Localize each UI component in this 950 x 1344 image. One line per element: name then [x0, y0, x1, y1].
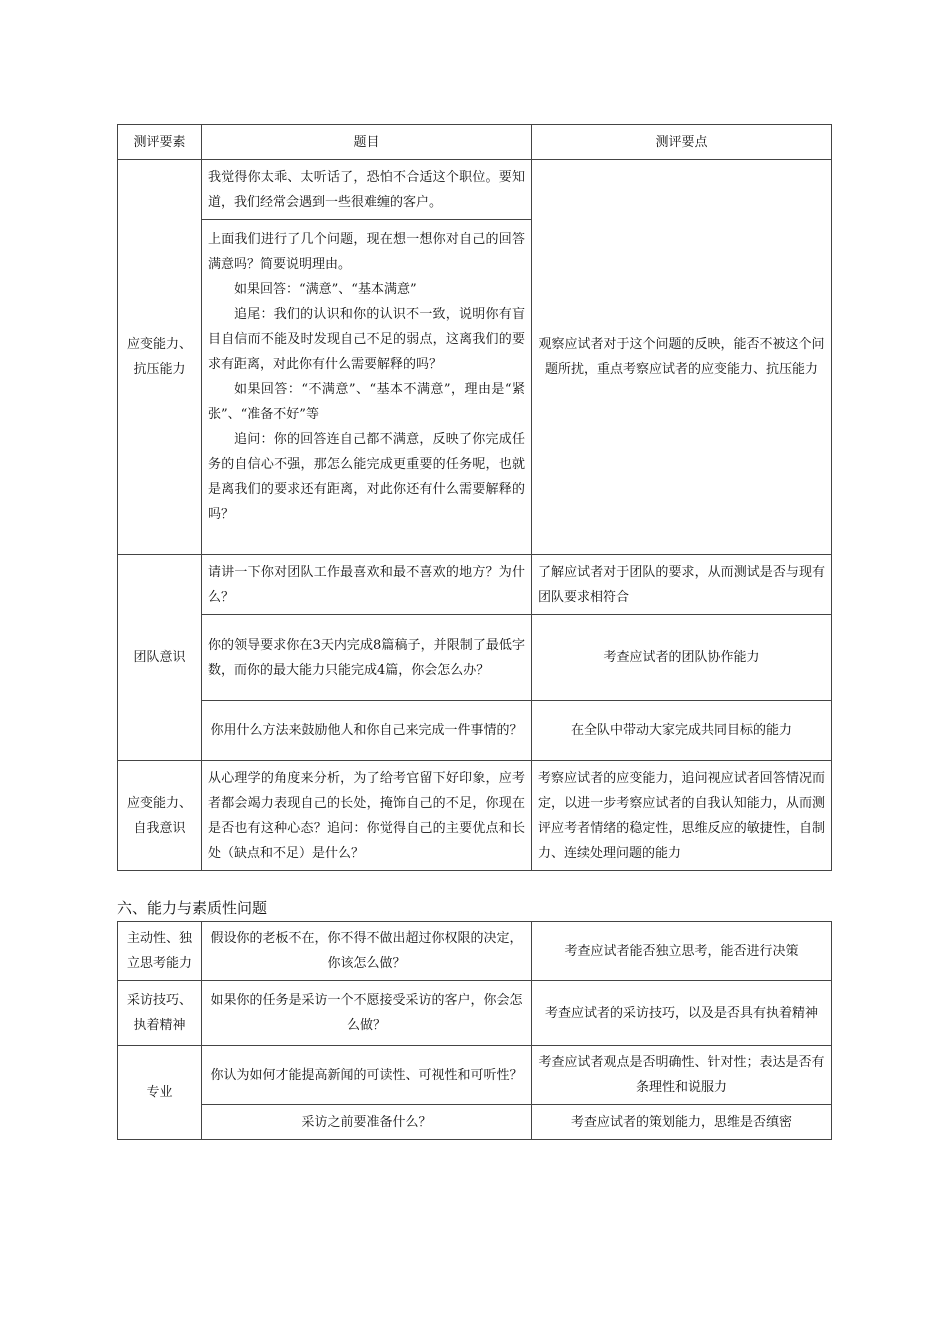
question-cell: 假设你的老板不在，你不得不做出超过你权限的决定，你该怎么做？: [202, 922, 532, 981]
point-cell: 考查应试者的采访技巧，以及是否具有执着精神: [532, 981, 832, 1046]
table-row: [118, 761, 832, 871]
point-cell: 考察应试者的应变能力，追问视应试者回答情况而定，以进一步考察应试者的自我认知能力，从而测评应考者情绪的稳定性，思维反应的敏捷性，自制力、连续处理问题的能力: [532, 761, 832, 871]
table-row: [118, 701, 832, 761]
factor-cell: 专业: [118, 1046, 202, 1140]
factor-cell: 主动性、独立思考能力: [118, 922, 202, 981]
table-row: [118, 981, 832, 1046]
point-cell: 考查应试者能否独立思考，能否进行决策: [532, 922, 832, 981]
question-paragraph: 如果回答：“不满意”、“基本不满意”，理由是“紧张”、“准备不好”等: [208, 382, 525, 422]
question-cell: 你认为如何才能提高新闻的可读性、可视性和可听性？: [202, 1046, 532, 1105]
factor-cell: 应变能力、自我意识: [118, 761, 202, 871]
question-paragraph: 追尾：我们的认识和你的认识不一致，说明你有盲目自信而不能及时发现自己不足的弱点，这离我们的要求有距离，对此你有什么需要解释的吗？: [208, 307, 525, 372]
section-title: 六、能力与素质性问题: [117, 899, 268, 917]
question-cell: 从心理学的角度来分析，为了给考官留下好印象，应考者都会竭力表现自己的长处，掩饰自己的不足，你现在是否也有这种心态？追问：你觉得自己的主要优点和长处（缺点和不足）是什么？: [202, 761, 532, 871]
factor-cell: 应变能力、抗压能力: [118, 160, 202, 555]
question-cell: 请讲一下你对团队工作最喜欢和最不喜欢的地方？为什么？: [202, 555, 532, 615]
point-cell: 在全队中带动大家完成共同目标的能力: [532, 701, 832, 761]
question-cell: 你用什么方法来鼓励他人和你自己来完成一件事情的？: [202, 701, 532, 761]
point-cell: 观察应试者对于这个问题的反映，能否不被这个问题所扰，重点考察应试者的应变能力、抗压能力: [532, 160, 832, 555]
table-row: [118, 615, 832, 701]
table-row: [118, 1046, 832, 1105]
table-row: [118, 1105, 832, 1140]
table-header-row: [118, 125, 832, 160]
factor-cell: 团队意识: [118, 555, 202, 761]
point-cell: 考查应试者的团队协作能力: [532, 615, 832, 701]
table-row: [118, 160, 832, 220]
header-point: 测评要点: [532, 125, 832, 160]
factor-cell: 采访技巧、执着精神: [118, 981, 202, 1046]
evaluation-table: [117, 124, 832, 871]
table-row: [118, 922, 832, 981]
table-row: [118, 555, 832, 615]
point-cell: 考查应试者的策划能力，思维是否缜密: [532, 1105, 832, 1140]
question-cell: 如果你的任务是采访一个不愿接受采访的客户，你会怎么做？: [202, 981, 532, 1046]
header-factor: 测评要素: [118, 125, 202, 160]
point-cell: 了解应试者对于团队的要求，从而测试是否与现有团队要求相符合: [532, 555, 832, 615]
ability-table: [117, 921, 832, 1140]
question-cell: 我觉得你太乖、太听话了，恐怕不合适这个职位。要知道，我们经常会遇到一些很难缠的客户。: [202, 160, 532, 220]
question-cell: 采访之前要准备什么？: [202, 1105, 532, 1140]
point-cell: 考查应试者观点是否明确性、针对性；表达是否有条理性和说服力: [532, 1046, 832, 1105]
question-paragraph: 追问：你的回答连自己都不满意，反映了你完成任务的自信心不强，那怎么能完成更重要的任务呢，也就是离我们的要求还有距离，对此你还有什么需要解释的吗？: [208, 432, 525, 522]
header-question: 题目: [202, 125, 532, 160]
question-cell-followup: [202, 220, 532, 555]
question-cell: 你的领导要求你在3天内完成8篇稿子，并限制了最低字数，而你的最大能力只能完成4篇，你会怎么办？: [202, 615, 532, 701]
question-paragraph: 上面我们进行了几个问题，现在想一想你对自己的回答满意吗？简要说明理由。: [208, 232, 525, 272]
question-paragraph: 如果回答：“满意”、“基本满意”: [234, 282, 417, 297]
